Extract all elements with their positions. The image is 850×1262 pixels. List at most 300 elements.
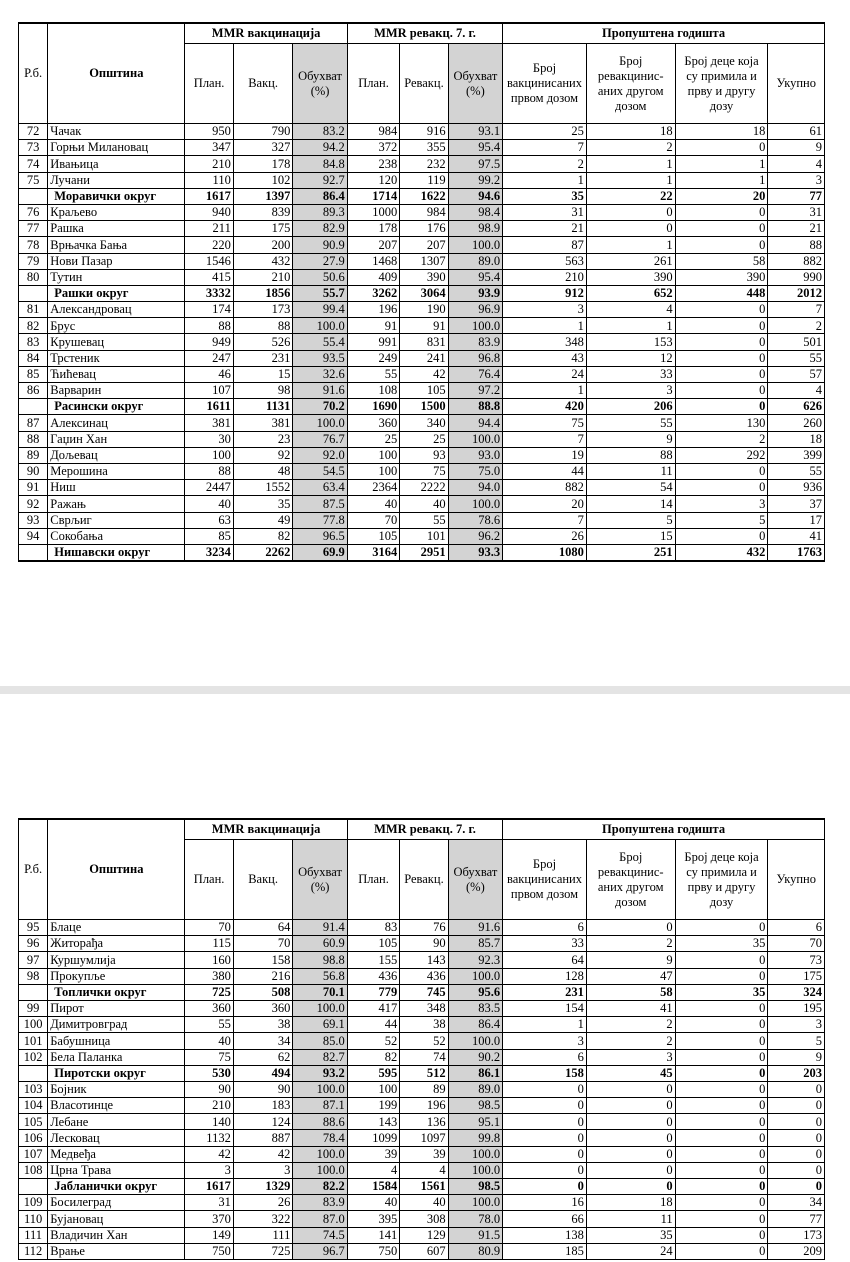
table-row <box>19 1227 825 1243</box>
ukupno-value: 37 <box>768 496 825 512</box>
obuhvat2-value: 92.3 <box>448 952 502 968</box>
plan2-value: 83 <box>347 920 399 936</box>
broj-dece-value: 0 <box>675 1243 768 1259</box>
broj-vakc-value: 420 <box>503 399 587 415</box>
plan-value: 3 <box>185 1162 233 1178</box>
revakc-value: 348 <box>400 1000 448 1016</box>
revakc-value: 2951 <box>400 544 448 561</box>
plan2-value: 417 <box>347 1000 399 1016</box>
municipality-name: Варварин <box>48 383 185 399</box>
vaccination-table-page-2 <box>18 818 825 1260</box>
table-row <box>19 1211 825 1227</box>
vakc-value: 26 <box>233 1195 293 1211</box>
plan-value: 210 <box>185 156 233 172</box>
plan2-value: 100 <box>347 1081 399 1097</box>
obuhvat-value: 100.0 <box>293 415 347 431</box>
broj-vakc-value: 6 <box>503 920 587 936</box>
revakc-value: 119 <box>400 172 448 188</box>
revakc-value: 40 <box>400 496 448 512</box>
revakc-value: 745 <box>400 984 448 1000</box>
plan2-value: 141 <box>347 1227 399 1243</box>
obuhvat-value: 85.0 <box>293 1033 347 1049</box>
plan-value: 210 <box>185 1098 233 1114</box>
row-index <box>19 399 48 415</box>
revakc-value: 4 <box>400 1162 448 1178</box>
broj-dece-value: 0 <box>675 350 768 366</box>
ukupno-value: 34 <box>768 1195 825 1211</box>
table-row <box>19 968 825 984</box>
broj-revakc-value: 390 <box>586 269 675 285</box>
obuhvat-value: 92.7 <box>293 172 347 188</box>
broj-dece-value: 35 <box>675 984 768 1000</box>
ukupno-value: 4 <box>768 383 825 399</box>
revakc-value: 25 <box>400 431 448 447</box>
broj-dece-value: 0 <box>675 1000 768 1016</box>
obuhvat-value: 82.9 <box>293 221 347 237</box>
obuhvat-value: 89.3 <box>293 204 347 220</box>
header-broj-vakc: Број вакцинисаних првом дозом <box>503 44 587 124</box>
ukupno-value: 173 <box>768 1227 825 1243</box>
plan2-value: 991 <box>347 334 399 350</box>
broj-vakc-value: 7 <box>503 512 587 528</box>
broj-dece-value: 390 <box>675 269 768 285</box>
row-index: 78 <box>19 237 48 253</box>
obuhvat2-value: 93.3 <box>448 544 502 561</box>
broj-revakc-value: 4 <box>586 302 675 318</box>
ukupno-value: 3 <box>768 1017 825 1033</box>
table-row <box>19 350 825 366</box>
municipality-name: Алексинац <box>48 415 185 431</box>
obuhvat-value: 91.4 <box>293 920 347 936</box>
broj-vakc-value: 0 <box>503 1162 587 1178</box>
broj-dece-value: 292 <box>675 447 768 463</box>
plan2-value: 750 <box>347 1243 399 1259</box>
table-row <box>19 1114 825 1130</box>
ukupno-value: 203 <box>768 1065 825 1081</box>
table-row <box>19 253 825 269</box>
row-index: 87 <box>19 415 48 431</box>
plan-value: 75 <box>185 1049 233 1065</box>
header-ukupno: Укупно <box>768 44 825 124</box>
table-row <box>19 1130 825 1146</box>
obuhvat-value: 70.1 <box>293 984 347 1000</box>
broj-vakc-value: 348 <box>503 334 587 350</box>
plan-value: 115 <box>185 936 233 952</box>
broj-vakc-value: 912 <box>503 285 587 301</box>
vakc-value: 887 <box>233 1130 293 1146</box>
broj-revakc-value: 2 <box>586 936 675 952</box>
revakc-value: 984 <box>400 204 448 220</box>
revakc-value: 143 <box>400 952 448 968</box>
vakc-value: 183 <box>233 1098 293 1114</box>
revakc-value: 390 <box>400 269 448 285</box>
plan2-value: 40 <box>347 496 399 512</box>
obuhvat-value: 54.5 <box>293 463 347 479</box>
obuhvat-value: 96.7 <box>293 1243 347 1259</box>
table-row <box>19 1243 825 1259</box>
ukupno-value: 7 <box>768 302 825 318</box>
vaccination-table-page-1 <box>18 22 825 562</box>
header-mmr-revakc: MMR ревакц. 7. г. <box>347 819 502 840</box>
obuhvat-value: 77.8 <box>293 512 347 528</box>
broj-revakc-value: 41 <box>586 1000 675 1016</box>
obuhvat2-value: 78.6 <box>448 512 502 528</box>
plan-value: 174 <box>185 302 233 318</box>
header-mmr-revakc: MMR ревакц. 7. г. <box>347 23 502 44</box>
header-plan: План. <box>185 44 233 124</box>
ukupno-value: 399 <box>768 447 825 463</box>
municipality-name: Пирот <box>48 1000 185 1016</box>
plan2-value: 100 <box>347 447 399 463</box>
vakc-value: 34 <box>233 1033 293 1049</box>
revakc-value: 105 <box>400 383 448 399</box>
broj-vakc-value: 24 <box>503 366 587 382</box>
plan2-value: 409 <box>347 269 399 285</box>
revakc-value: 93 <box>400 447 448 463</box>
broj-vakc-value: 31 <box>503 204 587 220</box>
table-row <box>19 204 825 220</box>
vakc-value: 200 <box>233 237 293 253</box>
broj-dece-value: 432 <box>675 544 768 561</box>
broj-vakc-value: 25 <box>503 124 587 140</box>
table-header <box>19 819 825 920</box>
obuhvat-value: 55.4 <box>293 334 347 350</box>
table-row <box>19 172 825 188</box>
broj-revakc-value: 9 <box>586 431 675 447</box>
vakc-value: 92 <box>233 447 293 463</box>
municipality-name: Нови Пазар <box>48 253 185 269</box>
plan2-value: 105 <box>347 528 399 544</box>
revakc-value: 1307 <box>400 253 448 269</box>
obuhvat2-value: 98.5 <box>448 1098 502 1114</box>
broj-vakc-value: 185 <box>503 1243 587 1259</box>
plan-value: 88 <box>185 318 233 334</box>
broj-revakc-value: 0 <box>586 1162 675 1178</box>
obuhvat-value: 78.4 <box>293 1130 347 1146</box>
district-total-row <box>19 188 825 204</box>
revakc-value: 1097 <box>400 1130 448 1146</box>
broj-dece-value: 448 <box>675 285 768 301</box>
vakc-value: 90 <box>233 1081 293 1097</box>
table-row <box>19 318 825 334</box>
revakc-value: 607 <box>400 1243 448 1259</box>
vakc-value: 64 <box>233 920 293 936</box>
broj-revakc-value: 14 <box>586 496 675 512</box>
obuhvat2-value: 97.2 <box>448 383 502 399</box>
table-row <box>19 415 825 431</box>
revakc-value: 241 <box>400 350 448 366</box>
row-index: 82 <box>19 318 48 334</box>
plan2-value: 3164 <box>347 544 399 561</box>
broj-vakc-value: 64 <box>503 952 587 968</box>
ukupno-value: 936 <box>768 480 825 496</box>
municipality-name: Расински округ <box>48 399 185 415</box>
broj-dece-value: 0 <box>675 1114 768 1130</box>
revakc-value: 916 <box>400 124 448 140</box>
ukupno-value: 55 <box>768 463 825 479</box>
revakc-value: 196 <box>400 1098 448 1114</box>
row-index: 110 <box>19 1211 48 1227</box>
ukupno-value: 77 <box>768 188 825 204</box>
table-row <box>19 334 825 350</box>
plan-value: 70 <box>185 920 233 936</box>
municipality-name: Власотинце <box>48 1098 185 1114</box>
plan-value: 380 <box>185 968 233 984</box>
vakc-value: 1397 <box>233 188 293 204</box>
obuhvat-value: 87.0 <box>293 1211 347 1227</box>
broj-vakc-value: 19 <box>503 447 587 463</box>
row-index <box>19 1179 48 1195</box>
municipality-name: Брус <box>48 318 185 334</box>
header-opstina: Општина <box>48 819 185 920</box>
obuhvat2-value: 90.2 <box>448 1049 502 1065</box>
broj-vakc-value: 1 <box>503 383 587 399</box>
broj-dece-value: 0 <box>675 1179 768 1195</box>
broj-dece-value: 0 <box>675 140 768 156</box>
table-row <box>19 431 825 447</box>
vakc-value: 381 <box>233 415 293 431</box>
header-obuhvat: Обухват (%) <box>293 44 347 124</box>
table-row <box>19 528 825 544</box>
ukupno-value: 88 <box>768 237 825 253</box>
district-total-row <box>19 544 825 561</box>
plan-value: 107 <box>185 383 233 399</box>
broj-vakc-value: 1 <box>503 1017 587 1033</box>
header-rb: Р.б. <box>19 23 48 124</box>
broj-vakc-value: 128 <box>503 968 587 984</box>
plan2-value: 143 <box>347 1114 399 1130</box>
table-row <box>19 936 825 952</box>
revakc-value: 136 <box>400 1114 448 1130</box>
plan-value: 211 <box>185 221 233 237</box>
municipality-name: Јабланички округ <box>48 1179 185 1195</box>
broj-dece-value: 0 <box>675 334 768 350</box>
obuhvat2-value: 76.4 <box>448 366 502 382</box>
plan-value: 949 <box>185 334 233 350</box>
obuhvat-value: 50.6 <box>293 269 347 285</box>
plan-value: 2447 <box>185 480 233 496</box>
broj-revakc-value: 12 <box>586 350 675 366</box>
broj-vakc-value: 3 <box>503 302 587 318</box>
plan2-value: 39 <box>347 1146 399 1162</box>
municipality-name: Бујановац <box>48 1211 185 1227</box>
broj-vakc-value: 0 <box>503 1146 587 1162</box>
ukupno-value: 0 <box>768 1130 825 1146</box>
table-row <box>19 1098 825 1114</box>
municipality-name: Александровац <box>48 302 185 318</box>
obuhvat-value: 55.7 <box>293 285 347 301</box>
vakc-value: 360 <box>233 1000 293 1016</box>
row-index: 102 <box>19 1049 48 1065</box>
revakc-value: 355 <box>400 140 448 156</box>
municipality-name: Црна Трава <box>48 1162 185 1178</box>
ukupno-value: 0 <box>768 1162 825 1178</box>
revakc-value: 52 <box>400 1033 448 1049</box>
obuhvat-value: 93.5 <box>293 350 347 366</box>
plan2-value: 120 <box>347 172 399 188</box>
municipality-name: Пиротски округ <box>48 1065 185 1081</box>
header-broj-dece: Број деце која су примила и прву и другу дозу <box>675 44 768 124</box>
broj-vakc-value: 0 <box>503 1114 587 1130</box>
revakc-value: 91 <box>400 318 448 334</box>
municipality-name: Бела Паланка <box>48 1049 185 1065</box>
vakc-value: 210 <box>233 269 293 285</box>
broj-dece-value: 0 <box>675 528 768 544</box>
table-row <box>19 124 825 140</box>
plan-value: 149 <box>185 1227 233 1243</box>
row-index: 111 <box>19 1227 48 1243</box>
plan-value: 750 <box>185 1243 233 1259</box>
broj-dece-value: 0 <box>675 1146 768 1162</box>
plan-value: 360 <box>185 1000 233 1016</box>
row-index: 85 <box>19 366 48 382</box>
vakc-value: 98 <box>233 383 293 399</box>
broj-revakc-value: 33 <box>586 366 675 382</box>
plan2-value: 249 <box>347 350 399 366</box>
broj-dece-value: 18 <box>675 124 768 140</box>
revakc-value: 232 <box>400 156 448 172</box>
plan-value: 1546 <box>185 253 233 269</box>
plan2-value: 1099 <box>347 1130 399 1146</box>
header-obuhvat-2: Обухват (%) <box>448 840 502 920</box>
row-index: 99 <box>19 1000 48 1016</box>
broj-dece-value: 58 <box>675 253 768 269</box>
row-index: 103 <box>19 1081 48 1097</box>
row-index: 109 <box>19 1195 48 1211</box>
broj-dece-value: 2 <box>675 431 768 447</box>
vakc-value: 1131 <box>233 399 293 415</box>
broj-revakc-value: 1 <box>586 318 675 334</box>
revakc-value: 38 <box>400 1017 448 1033</box>
obuhvat2-value: 94.6 <box>448 188 502 204</box>
broj-revakc-value: 9 <box>586 952 675 968</box>
vakc-value: 1552 <box>233 480 293 496</box>
broj-dece-value: 5 <box>675 512 768 528</box>
obuhvat-value: 76.7 <box>293 431 347 447</box>
broj-dece-value: 0 <box>675 1017 768 1033</box>
row-index: 105 <box>19 1114 48 1130</box>
plan2-value: 2364 <box>347 480 399 496</box>
municipality-name: Дољевац <box>48 447 185 463</box>
municipality-name: Горњи Милановац <box>48 140 185 156</box>
vakc-value: 158 <box>233 952 293 968</box>
table-row <box>19 383 825 399</box>
row-index: 76 <box>19 204 48 220</box>
table-row <box>19 1049 825 1065</box>
vakc-value: 725 <box>233 1243 293 1259</box>
municipality-name: Бојник <box>48 1081 185 1097</box>
broj-vakc-value: 87 <box>503 237 587 253</box>
plan2-value: 1468 <box>347 253 399 269</box>
ukupno-value: 77 <box>768 1211 825 1227</box>
broj-revakc-value: 88 <box>586 447 675 463</box>
revakc-value: 436 <box>400 968 448 984</box>
page-2 <box>0 694 850 1262</box>
broj-vakc-value: 2 <box>503 156 587 172</box>
ukupno-value: 73 <box>768 952 825 968</box>
plan2-value: 52 <box>347 1033 399 1049</box>
revakc-value: 129 <box>400 1227 448 1243</box>
row-index: 75 <box>19 172 48 188</box>
revakc-value: 512 <box>400 1065 448 1081</box>
broj-revakc-value: 153 <box>586 334 675 350</box>
district-total-row <box>19 1179 825 1195</box>
obuhvat2-value: 91.5 <box>448 1227 502 1243</box>
obuhvat2-value: 94.0 <box>448 480 502 496</box>
vakc-value: 526 <box>233 334 293 350</box>
broj-vakc-value: 0 <box>503 1179 587 1195</box>
broj-vakc-value: 210 <box>503 269 587 285</box>
broj-revakc-value: 1 <box>586 172 675 188</box>
ukupno-value: 21 <box>768 221 825 237</box>
revakc-value: 40 <box>400 1195 448 1211</box>
broj-vakc-value: 35 <box>503 188 587 204</box>
table-row <box>19 512 825 528</box>
plan2-value: 100 <box>347 463 399 479</box>
row-index: 106 <box>19 1130 48 1146</box>
row-index: 77 <box>19 221 48 237</box>
obuhvat2-value: 94.4 <box>448 415 502 431</box>
obuhvat2-value: 88.8 <box>448 399 502 415</box>
broj-dece-value: 0 <box>675 1049 768 1065</box>
broj-revakc-value: 18 <box>586 1195 675 1211</box>
obuhvat-value: 32.6 <box>293 366 347 382</box>
broj-vakc-value: 3 <box>503 1033 587 1049</box>
broj-dece-value: 1 <box>675 172 768 188</box>
municipality-name: Гаџин Хан <box>48 431 185 447</box>
revakc-value: 75 <box>400 463 448 479</box>
row-index: 92 <box>19 496 48 512</box>
vakc-value: 173 <box>233 302 293 318</box>
obuhvat2-value: 93.9 <box>448 285 502 301</box>
obuhvat2-value: 96.8 <box>448 350 502 366</box>
plan2-value: 196 <box>347 302 399 318</box>
table-row <box>19 920 825 936</box>
obuhvat-value: 98.8 <box>293 952 347 968</box>
row-index <box>19 544 48 561</box>
obuhvat2-value: 86.4 <box>448 1017 502 1033</box>
broj-dece-value: 0 <box>675 237 768 253</box>
municipality-name: Чачак <box>48 124 185 140</box>
municipality-name: Ивањица <box>48 156 185 172</box>
broj-dece-value: 0 <box>675 204 768 220</box>
broj-revakc-value: 1 <box>586 237 675 253</box>
broj-revakc-value: 1 <box>586 156 675 172</box>
ukupno-value: 324 <box>768 984 825 1000</box>
broj-dece-value: 0 <box>675 952 768 968</box>
vakc-value: 62 <box>233 1049 293 1065</box>
row-index: 98 <box>19 968 48 984</box>
ukupno-value: 882 <box>768 253 825 269</box>
broj-dece-value: 0 <box>675 302 768 318</box>
district-total-row <box>19 399 825 415</box>
broj-revakc-value: 35 <box>586 1227 675 1243</box>
header-vakc: Вакц. <box>233 840 293 920</box>
broj-dece-value: 0 <box>675 1033 768 1049</box>
row-index: 74 <box>19 156 48 172</box>
plan2-value: 4 <box>347 1162 399 1178</box>
district-total-row <box>19 1065 825 1081</box>
header-broj-dece: Број деце која су примила и прву и другу дозу <box>675 840 768 920</box>
ukupno-value: 2 <box>768 318 825 334</box>
vakc-value: 35 <box>233 496 293 512</box>
broj-vakc-value: 0 <box>503 1081 587 1097</box>
vakc-value: 178 <box>233 156 293 172</box>
plan2-value: 82 <box>347 1049 399 1065</box>
municipality-name: Босилеград <box>48 1195 185 1211</box>
row-index <box>19 285 48 301</box>
obuhvat2-value: 98.5 <box>448 1179 502 1195</box>
